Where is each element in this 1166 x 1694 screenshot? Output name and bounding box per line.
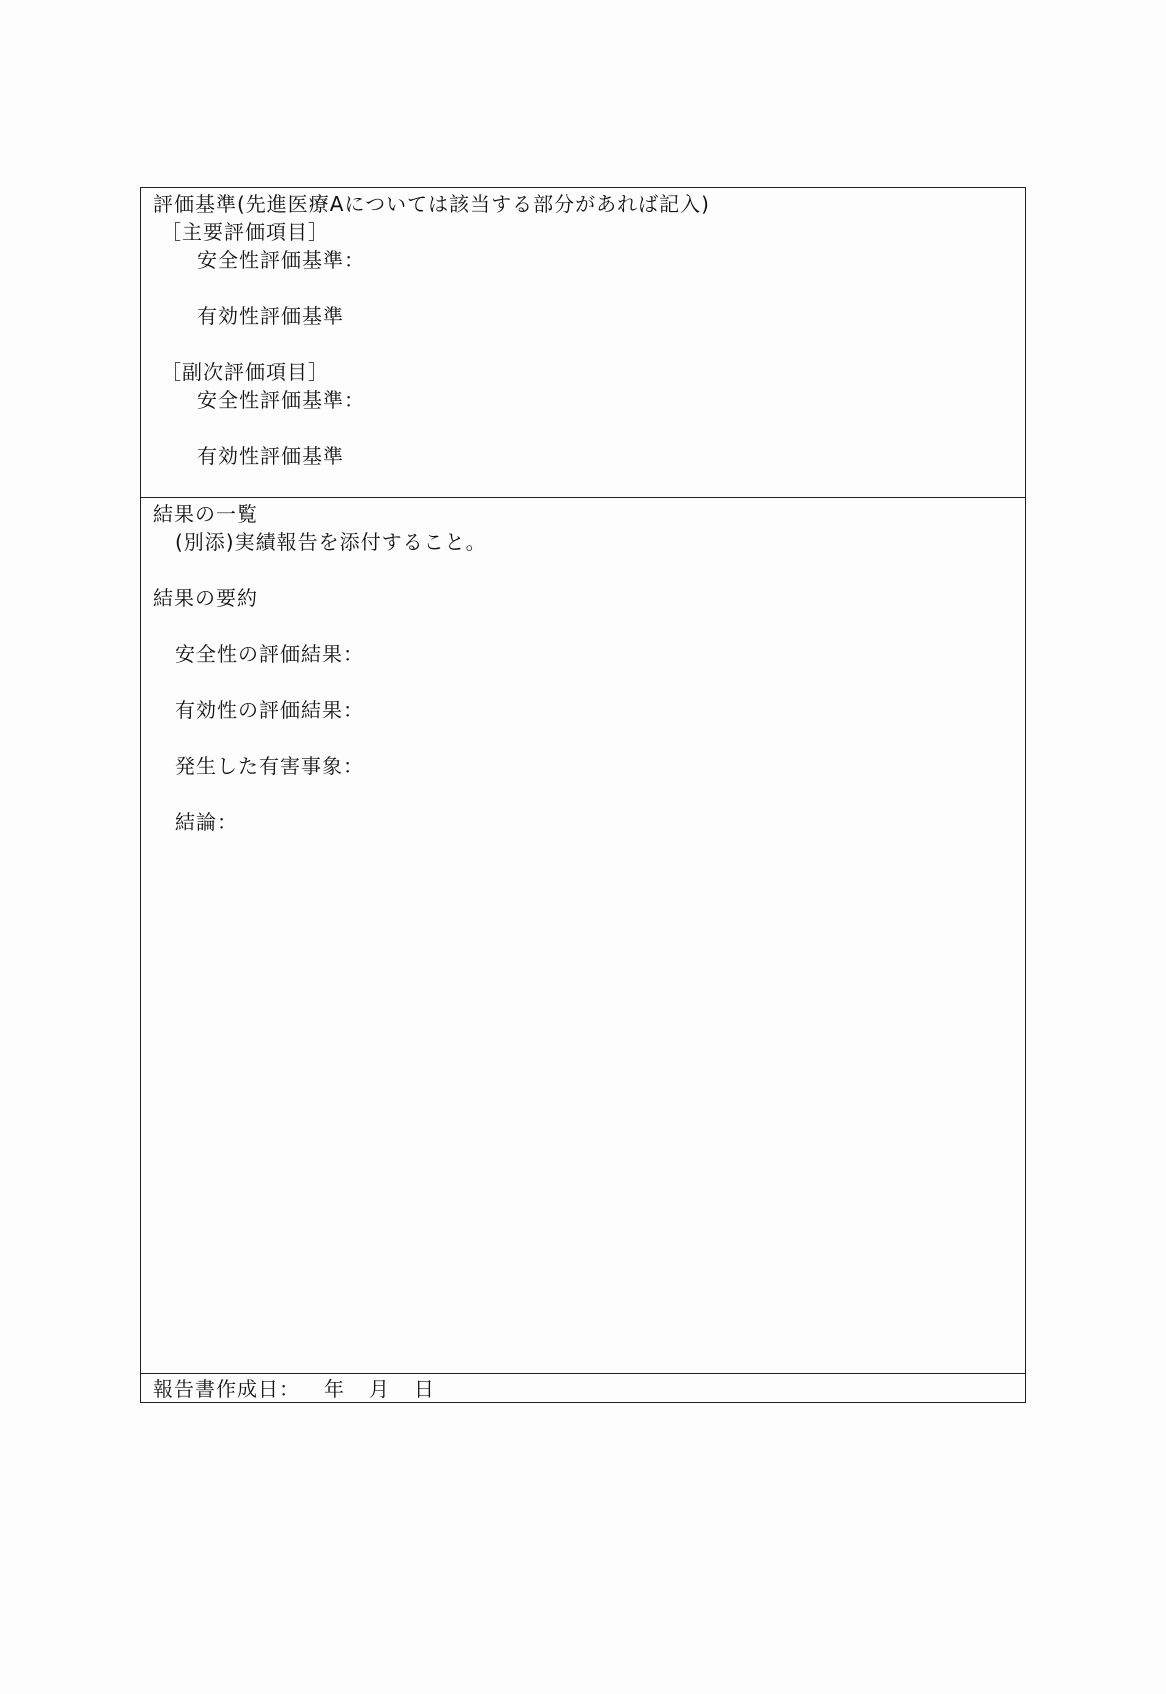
secondary-endpoint-label: ［副次評価項目］ <box>161 360 329 384</box>
report-date-month: 月 <box>369 1377 390 1401</box>
adverse-events-field: 発生した有害事象： <box>175 754 364 778</box>
secondary-safety-criteria: 安全性評価基準： <box>197 388 365 412</box>
primary-endpoint-label: ［主要評価項目］ <box>161 220 329 244</box>
safety-result-field: 安全性の評価結果： <box>175 642 364 666</box>
conclusion-field: 結論： <box>175 810 238 834</box>
report-date-cell <box>141 1374 1025 1402</box>
results-list-heading: 結果の一覧 <box>153 502 258 526</box>
results-summary-heading: 結果の要約 <box>153 586 258 610</box>
report-form-table <box>140 187 1026 1403</box>
primary-efficacy-criteria: 有効性評価基準 <box>197 304 344 328</box>
primary-safety-criteria: 安全性評価基準： <box>197 248 365 272</box>
results-cell <box>141 498 1025 1374</box>
results-list-note: (別添)実績報告を添付すること。 <box>175 530 487 554</box>
report-date-label: 報告書作成日： <box>153 1377 300 1401</box>
criteria-heading: 評価基準(先進医療Aについては該当する部分があれば記入) <box>153 192 710 216</box>
report-date-line <box>153 1375 1025 1403</box>
efficacy-result-field: 有効性の評価結果： <box>175 698 364 722</box>
secondary-efficacy-criteria: 有効性評価基準 <box>197 444 344 468</box>
evaluation-criteria-cell <box>141 188 1025 498</box>
report-date-day: 日 <box>414 1377 435 1401</box>
report-date-year: 年 <box>324 1377 345 1401</box>
